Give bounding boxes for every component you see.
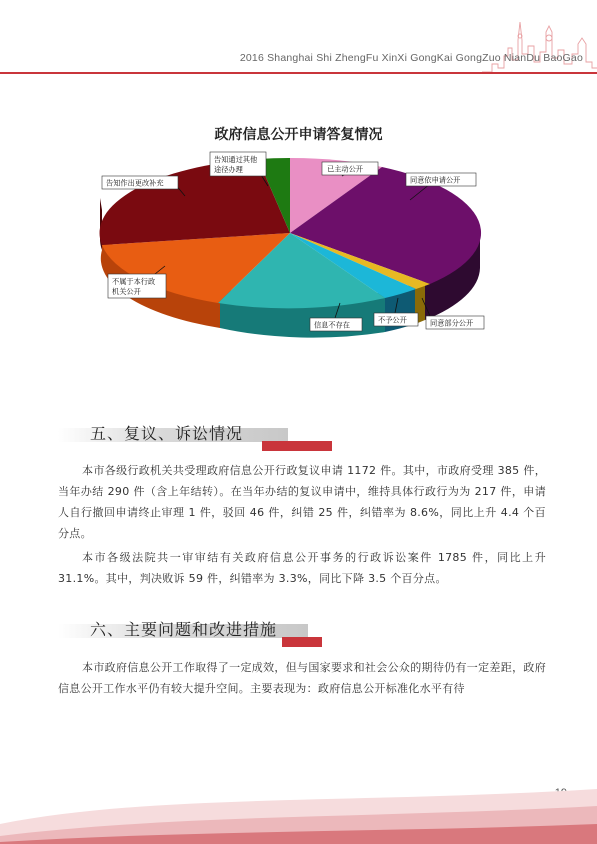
label-yizhudong: 已主动公开: [327, 164, 363, 174]
label-tongyibufen: 同意部分公开: [430, 318, 474, 328]
label-tongyiyishenqing: 同意依申请公开: [410, 175, 461, 185]
section5-heading: 五、复议、诉讼情况: [90, 424, 244, 443]
section6-heading: 六、主要问题和改进措施: [90, 620, 278, 639]
section5-bar-red: [262, 441, 332, 451]
label-bushuyu-2: 机关公开: [112, 287, 141, 296]
label-xinxibucunzai: 信息不存在: [314, 320, 350, 330]
footer-wave-decoration: [0, 784, 597, 844]
section6-paragraph-1: 本市政府信息公开工作取得了一定成效，但与国家要求和社会公众的期待仍有一定差距，政府信息公开工作水平仍有较大提升空间。主要表现为：政府信息公开标准化水平有待: [58, 661, 546, 695]
label-qitatujing-1: 告知通过其他: [214, 155, 258, 164]
label-bushuyu-1: 不属于本行政: [112, 277, 156, 286]
section5-paragraph-1: 本市各级行政机关共受理政府信息公开行政复议申请 1172 件。其中，市政府受理 385 件，当年办结 290 件（含上年结转）。在当年办结的复议申请中，维持具体行政行为为 217 件，申请人自行撤回申请终止审理 1 件，驳回 46 件，纠错 25 件，纠错率为 8.6%，同比上升 4.4 个百分点。: [58, 464, 546, 540]
section6-bar-red: [282, 637, 322, 647]
chart-title: 政府信息公开申请答复情况: [214, 127, 383, 143]
label-gaozhigenggai: 告知作出更改补充: [106, 178, 164, 188]
section5-paragraph-2: 本市各级法院共一审审结有关政府信息公开事务的行政诉讼案件 1785 件，同比上升 31.1%。其中，判决败诉 59 件，纠错率为 3.3%，同比下降 3.5 个百分点。: [58, 551, 546, 585]
label-buyugongkai: 不予公开: [378, 315, 407, 325]
header-rule: [0, 72, 597, 74]
label-qitatujing-2: 途径办理: [214, 165, 243, 174]
city-skyline-logo: [482, 18, 597, 76]
running-header: 2016 Shanghai Shi ZhengFu XinXi GongKai GongZuo NianDu BaoGao: [239, 52, 583, 64]
pie-chart-3d: [90, 148, 510, 358]
